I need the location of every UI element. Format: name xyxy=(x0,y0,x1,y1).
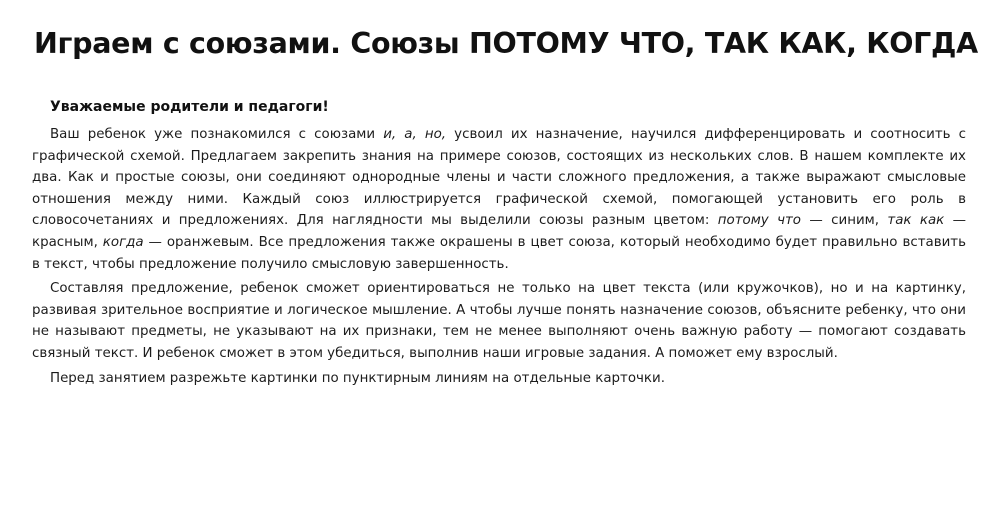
paragraph-list xyxy=(32,124,966,389)
paragraph-text: Перед занятием разрежьте картинки по пунктирным линиям на отдельные карточки. xyxy=(50,370,665,386)
salutation-heading: Уважаемые родители и педагоги! xyxy=(50,99,329,115)
paragraph-2 xyxy=(32,278,966,364)
paragraph-text: — синим, xyxy=(801,213,888,229)
paragraph-1 xyxy=(32,124,966,275)
conjunction-term: когда xyxy=(102,234,144,250)
paragraph-text: — оранжевым. Все предложения также окрашены в цвет союза, который необходимо будет правильно вставить в текст, чтобы предложение получило смысловую завершенность. xyxy=(32,234,966,272)
paragraph-text: Составляя предложение, ребенок сможет ориентироваться не только на цвет текста (или кружочков), но и на картинку, развивая зрительное восприятие и логическое мышление. А чтобы лучше понять назначение союзов, объясните ребенку, что они не называют предметы, не указывают на их признаки, тем не менее выполняют очень важную работу — помогают создавать связный текст. И ребенок сможет в этом убедиться, выполнив наши игровые задания. А поможет ему взрослый. xyxy=(32,281,966,361)
conjunction-term: так как xyxy=(887,213,945,229)
conjunction-term: и, а, но, xyxy=(383,127,447,142)
text-body xyxy=(32,96,966,392)
paragraph-3 xyxy=(32,368,966,390)
page-title: Играем с союзами. Союзы ПОТОМУ ЧТО, ТАК КАК, КОГДА xyxy=(34,27,978,60)
paragraph-text: — красным, xyxy=(32,213,966,250)
paragraph-text: усвоил их назначение, научился дифференцировать и соотносить с графической схемой. Предлагаем закрепить знания на примере союзов, состоящих из нескольких слов. В нашем комплекте их два. Как и простые союзы, они соединяют однородные члены и части сложного предложения, а также выражают смысловые отношения между ними. Каждый союз иллюстрируется графической схемой, помогающей установить его роль в словосочетаниях и предложениях. Для наглядности мы выделили союзы разным цветом: xyxy=(32,127,966,229)
paragraph-text: Ваш ребенок уже познакомился с союзами xyxy=(50,127,384,142)
conjunction-term: потому что xyxy=(717,213,802,229)
